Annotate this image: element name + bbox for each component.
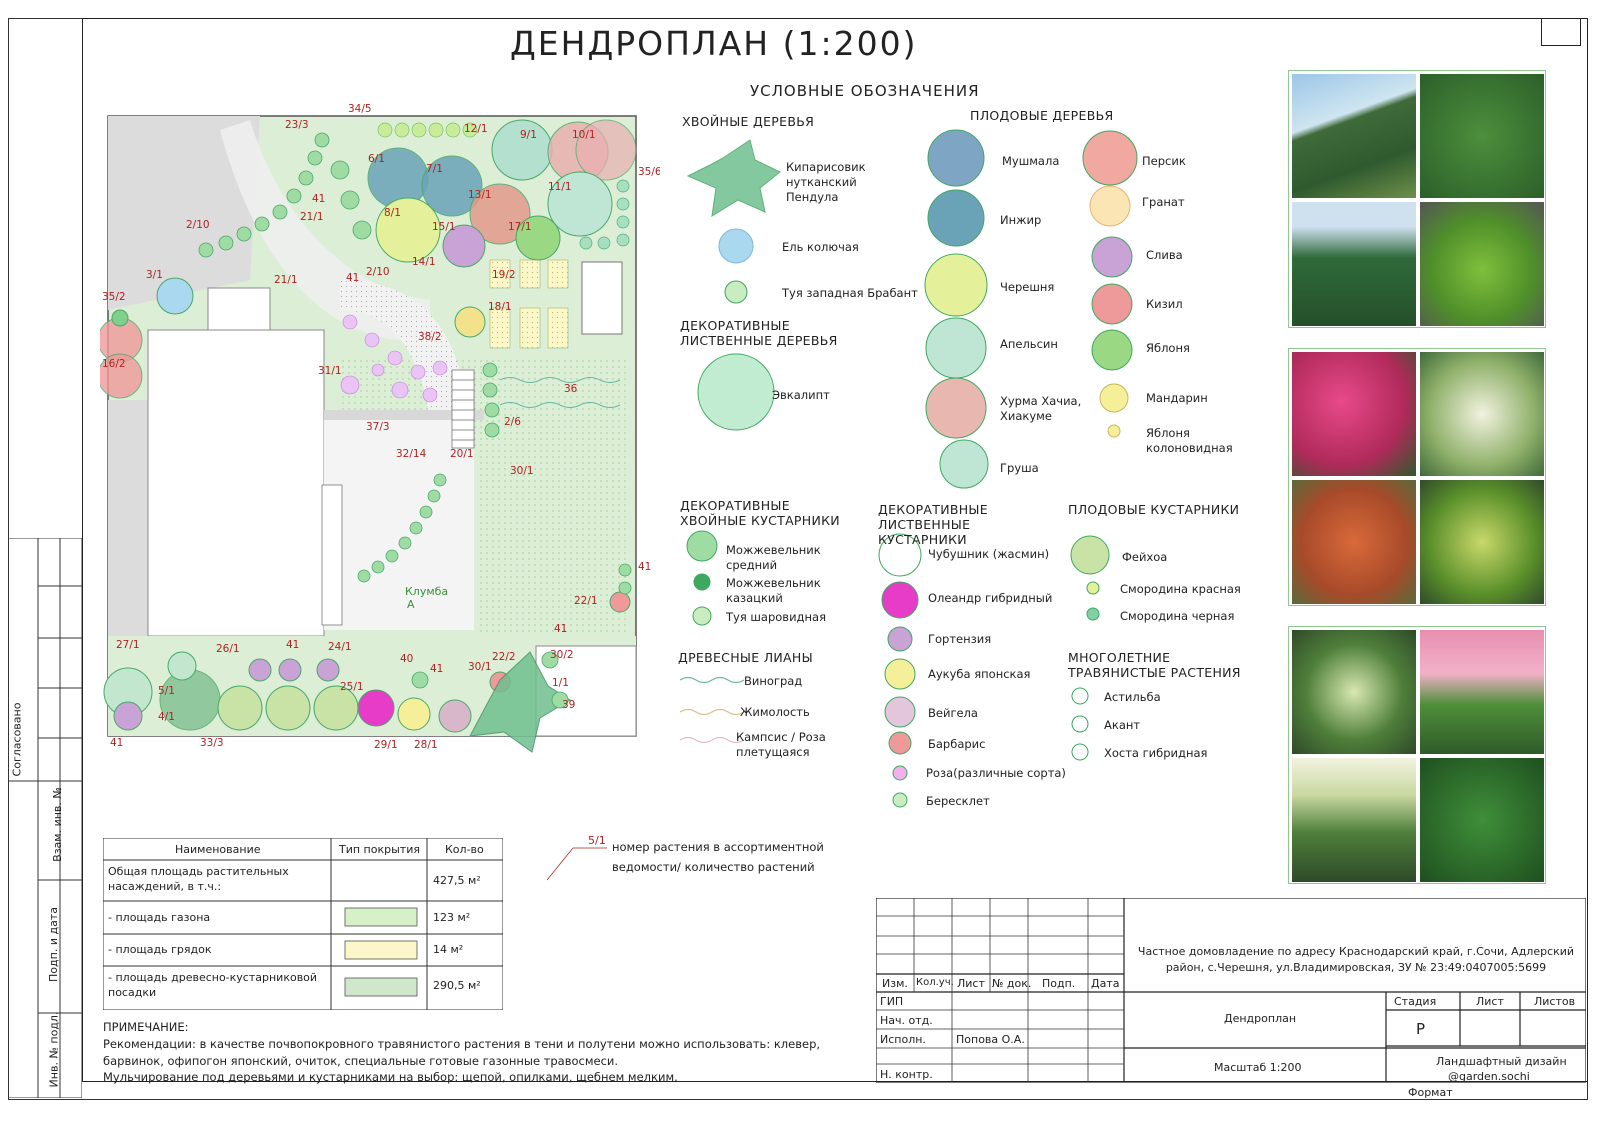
plan-label: 30/1	[468, 661, 492, 673]
plan-label: 15/1	[432, 221, 456, 233]
table-row-2-qty: 123 м²	[433, 911, 471, 924]
deciduous-tree-item-1: Эвкалипт	[772, 388, 830, 402]
plan-label: 41	[312, 193, 326, 205]
fruit-tree-c1-5: Хурма Хачиа, Хиакуме	[1000, 394, 1082, 423]
deciduous-shrub-item-3: Гортензия	[928, 632, 992, 646]
table-row-2-name: - площадь газона	[108, 911, 211, 924]
plan-label: 38/2	[418, 331, 442, 343]
photo-panel-conifers	[1288, 70, 1546, 328]
conifer-shrub-item-1: Можжевельник средний	[726, 543, 821, 572]
table-header-qty: Кол-во	[445, 843, 484, 856]
plan-label: 26/1	[216, 643, 240, 655]
title-block	[876, 898, 1586, 1098]
liana-item-2: Жимолость	[740, 705, 810, 719]
table-row-3-qty: 14 м²	[433, 943, 464, 956]
photo-astilbe	[1419, 629, 1545, 755]
plan-label: 37/3	[366, 421, 390, 433]
fruit-tree-c1-3: Черешня	[1000, 280, 1055, 294]
fruit-shrub-item-2: Смородина красная	[1120, 582, 1241, 596]
stamp-col-izm: Изм.	[882, 977, 908, 990]
plan-label: 23/3	[285, 119, 309, 131]
table-row-1-name: Общая площадь растительных насаждений, в т.ч.:	[108, 865, 289, 893]
plan-label: 21/1	[300, 211, 324, 223]
perennial-item-2: Акант	[1104, 718, 1141, 732]
plan-label: 22/1	[574, 595, 598, 607]
photo-panel-perennials	[1288, 626, 1546, 884]
plan-label: 2/10	[186, 219, 210, 231]
photo-acanthus	[1291, 757, 1417, 883]
podp-label: Подп. и дата	[46, 907, 60, 982]
table-row-4-name: - площадь древесно-кустарниковой посадки	[108, 971, 318, 999]
plan-label: 19/2	[492, 269, 516, 281]
stamp-format: Формат	[1408, 1086, 1453, 1099]
plan-label: 32/14	[396, 448, 427, 460]
fruit-tree-c2-5: Яблоня	[1146, 341, 1190, 355]
liana-item-1: Виноград	[744, 674, 803, 688]
plan-label: 29/1	[374, 739, 398, 751]
stamp-org-1: Ландшафтный дизайн	[1436, 1055, 1567, 1068]
plan-label: 18/1	[488, 301, 512, 313]
photo-juniper	[1419, 73, 1545, 199]
plan-label: 6/1	[368, 153, 385, 165]
conifers-heading: ХВОЙНЫЕ ДЕРЕВЬЯ	[682, 114, 815, 129]
fruit-tree-c1-6: Груша	[1000, 461, 1039, 475]
stamp-scale: Масштаб 1:200	[1214, 1061, 1302, 1074]
fruit-tree-c1-1: Мушмала	[1002, 154, 1060, 168]
stamp-address: Частное домовладение по адресу Краснодарский край, г.Сочи, Адлерский район, с.Черешня, ул.Владимировская, ЗУ № 23:49:0407005:5699	[1137, 945, 1575, 974]
plan-label: 14/1	[412, 256, 436, 268]
stamp-col-list: Лист	[957, 977, 985, 990]
plan-label: 41	[286, 639, 300, 651]
note-heading: ПРИМЕЧАНИЕ:	[103, 1020, 189, 1034]
stamp-stage-value: Р	[1416, 1020, 1426, 1038]
perennials-heading: МНОГОЛЕТНИЕ ТРАВЯНИСТЫЕ РАСТЕНИЯ	[1068, 650, 1241, 680]
side-stamp	[8, 538, 82, 1098]
photo-hosta	[1291, 629, 1417, 755]
plan-label: 41	[638, 561, 652, 573]
conifer-item-3: Туя западная Брабант	[782, 286, 918, 300]
deciduous-shrub-item-8: Бересклет	[926, 794, 990, 808]
note-line-1: Рекомендации: в качестве почвопокровного травянистого растения в тени и полутени можно использовать: клевер,	[103, 1037, 821, 1051]
plan-label: 27/1	[116, 639, 140, 651]
page-title: ДЕНДРОПЛАН (1:200)	[510, 24, 918, 63]
stamp-sheets-header: Листов	[1534, 995, 1576, 1008]
fruit-trees-heading: ПЛОДОВЫЕ ДЕРЕВЬЯ	[970, 108, 1114, 123]
plan-label: 16/2	[102, 358, 126, 370]
photo-weeping-cypress	[1291, 73, 1417, 199]
photo-weigela	[1291, 351, 1417, 477]
plan-label: 25/1	[340, 681, 364, 693]
plan-label: 21/1	[274, 274, 298, 286]
stamp-sheet-name: Дендроплан	[1224, 1012, 1297, 1025]
liana-item-3: Кампсис / Роза плетущаяся	[736, 730, 826, 759]
fruit-tree-c2-3: Слива	[1146, 248, 1183, 262]
deciduous-shrub-item-6: Барбарис	[928, 737, 986, 751]
plan-label: 36	[564, 383, 578, 395]
deciduous-shrub-item-1: Чубушник (жасмин)	[928, 547, 1050, 561]
conifer-shrub-item-2: Можжевельник казацкий	[726, 576, 821, 605]
plan-label: 2/6	[504, 416, 521, 428]
stamp-role-ispoln: Исполн.	[880, 1033, 926, 1046]
plan-label: 28/1	[414, 739, 438, 751]
legend-title: УСЛОВНЫЕ ОБОЗНАЧЕНИЯ	[750, 82, 980, 100]
plan-label: 41	[554, 623, 568, 635]
perennial-item-1: Астильба	[1104, 690, 1161, 704]
fruit-shrubs-heading: ПЛОДОВЫЕ КУСТАРНИКИ	[1068, 502, 1240, 517]
corner-box	[1541, 18, 1581, 46]
stamp-org-2: @garden.sochi	[1448, 1070, 1530, 1083]
plan-label: 41	[110, 737, 124, 749]
plan-label: 33/3	[200, 737, 224, 749]
plan-label: 8/1	[384, 207, 401, 219]
photo-aucuba	[1419, 479, 1545, 605]
fruit-shrub-item-3: Смородина черная	[1120, 609, 1235, 623]
stamp-col-podp: Подп.	[1042, 977, 1076, 990]
plan-label: 13/1	[468, 189, 492, 201]
note-line-3: Мульчирование под деревьями и кустарниками на выбор: щепой, опилками, щебнем мелким.	[103, 1070, 678, 1084]
bed-letter: А	[407, 598, 415, 611]
plan-label: 35/2	[102, 291, 126, 303]
conifer-shrubs-heading: ДЕКОРАТИВНЫЕ ХВОЙНЫЕ КУСТАРНИКИ	[680, 498, 840, 528]
photo-panel-shrubs	[1288, 348, 1546, 606]
bed-label: Клумба	[405, 585, 449, 598]
plan-label: 40	[400, 653, 414, 665]
fruit-tree-c2-7: Яблоня колоновидная	[1146, 426, 1233, 455]
deciduous-shrub-item-5: Вейгела	[928, 706, 978, 720]
plan-label: 1/1	[552, 677, 569, 689]
stamp-role-nkontr: Н. контр.	[880, 1068, 933, 1081]
table-header-name: Наименование	[175, 843, 261, 856]
plan-label: 31/1	[318, 365, 342, 377]
plan-label: 30/1	[510, 465, 534, 477]
deciduous-shrub-item-4: Аукуба японская	[928, 667, 1031, 681]
stamp-col-date: Дата	[1091, 977, 1120, 990]
fruit-tree-c1-2: Инжир	[1000, 213, 1042, 227]
plan-label: 3/1	[146, 269, 163, 281]
deciduous-shrub-item-7: Роза(различные сорта)	[926, 766, 1066, 780]
callout-label: 5/1	[588, 834, 606, 847]
stamp-col-koluch: Кол.уч.	[916, 977, 954, 988]
photo-barberry	[1291, 479, 1417, 605]
photo-thuja-ball	[1419, 201, 1545, 327]
fruit-tree-c2-4: Кизил	[1146, 297, 1183, 311]
photo-spruce	[1291, 201, 1417, 327]
callout-text-2: ведомости/ количество растений	[612, 860, 815, 874]
plan-label: 2/10	[366, 266, 390, 278]
plan-label: 34/5	[348, 103, 372, 115]
perennial-item-3: Хоста гибридная	[1104, 746, 1208, 760]
stamp-col-doc: № док.	[992, 977, 1032, 990]
plan-label: 39	[562, 699, 576, 711]
deciduous-shrub-item-2: Олеандр гибридный	[928, 591, 1053, 605]
stamp-stage-header: Стадия	[1394, 995, 1437, 1008]
photo-groundcover	[1419, 757, 1545, 883]
plan-label: 17/1	[508, 221, 532, 233]
plan-label: 41	[346, 272, 360, 284]
fruit-tree-c2-1: Персик	[1142, 154, 1186, 168]
stamp-role-nach: Нач. отд.	[880, 1014, 933, 1027]
plan-label: 5/1	[158, 685, 175, 697]
deciduous-trees-heading: ДЕКОРАТИВНЫЕ ЛИСТВЕННЫЕ ДЕРЕВЬЯ	[680, 318, 838, 348]
stamp-sheet-header: Лист	[1476, 995, 1504, 1008]
deciduous-shrubs-heading: ДЕКОРАТИВНЫЕ ЛИСТВЕННЫЕ КУСТАРНИКИ	[878, 502, 988, 547]
table-row-3-name: - площадь грядок	[108, 943, 212, 956]
agreed-label: Согласовано	[10, 702, 24, 777]
callout-text-1: номер растения в ассортиментной	[612, 840, 824, 854]
site-plan	[100, 100, 660, 760]
plan-label: 41	[430, 663, 444, 675]
table-header-type: Тип покрытия	[339, 843, 420, 856]
note-line-2: барвинок, офипогон японский, очиток, специальные готовые газонные травосмеси.	[103, 1054, 619, 1068]
area-table	[103, 838, 503, 1010]
conifer-shrub-item-3: Туя шаровидная	[726, 610, 826, 624]
conifer-item-2: Ель колючая	[782, 240, 859, 254]
plan-label: 10/1	[572, 129, 596, 141]
plan-label: 9/1	[520, 129, 537, 141]
legend	[660, 100, 1270, 820]
plan-label: 35/6	[638, 166, 660, 178]
plan-label: 7/1	[426, 163, 443, 175]
fruit-tree-c2-6: Мандарин	[1146, 391, 1208, 405]
fruit-tree-c1-4: Апельсин	[1000, 337, 1058, 351]
plan-label: 22/2	[492, 651, 516, 663]
stamp-executor: Попова О.А.	[956, 1033, 1025, 1046]
plan-label: 4/1	[158, 711, 175, 723]
side-stamp-grid	[8, 538, 82, 1098]
fruit-shrub-item-1: Фейхоа	[1122, 550, 1168, 564]
photo-philadelphus	[1419, 351, 1545, 477]
stamp-role-gip: ГИП	[880, 995, 904, 1008]
lianas-heading: ДРЕВЕСНЫЕ ЛИАНЫ	[678, 650, 813, 665]
vzam-label: Взам. инв. №	[50, 787, 64, 862]
inv-label: Инв. № подл.	[47, 1011, 61, 1088]
site-plan-drawing	[100, 100, 660, 760]
plan-label: 12/1	[464, 123, 488, 135]
fruit-tree-c2-2: Гранат	[1142, 195, 1185, 209]
plan-label: 30/2	[550, 649, 574, 661]
conifer-item-1: Кипарисовик нутканский Пендула	[786, 160, 866, 204]
plan-label: 20/1	[450, 448, 474, 460]
table-row-4-qty: 290,5 м²	[433, 979, 481, 992]
table-row-1-qty: 427,5 м²	[433, 874, 481, 887]
plan-label: 11/1	[548, 181, 572, 193]
plan-label: 24/1	[328, 641, 352, 653]
